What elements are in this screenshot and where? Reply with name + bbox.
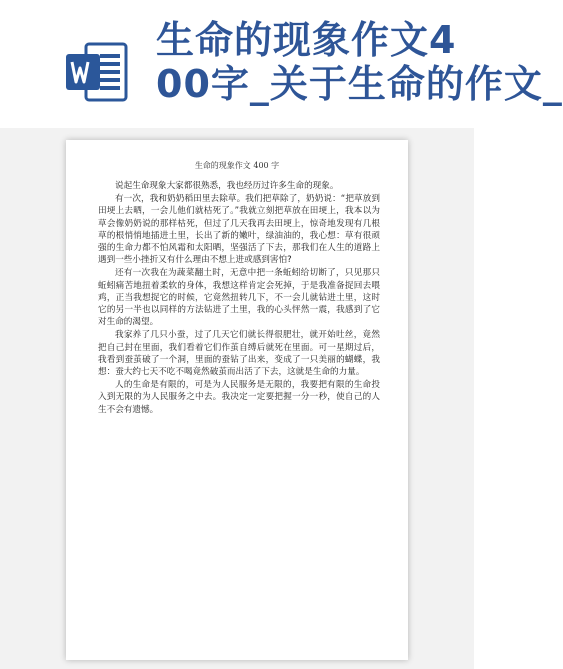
title-line-2: 00字_关于生命的作文_ <box>156 62 563 106</box>
document-page[interactable] <box>66 140 408 660</box>
banner <box>0 0 563 128</box>
page-title <box>156 18 563 106</box>
word-document-icon <box>64 40 128 104</box>
paragraph: 还有一次我在为蔬菜翻土时，无意中把一条蚯蚓给切断了，只见那只蚯蚓痛苦地扭着柔软的身体，我想这样肯定会死掉，于是我准备捉回去喂鸡，正当我想捉它的时候，它竟然扭转几下，不一会儿就钻进土里，这时它的另一半也以同样的方法钻进了土里，我的心头怦然一震，我感到了它对生命的渴望。 <box>98 268 380 328</box>
document-body <box>98 180 380 417</box>
paragraph: 人的生命是有限的，可是为人民服务是无限的，我要把有限的生命投入到无限的为人民服务之中去。我决定一定要把握一分一秒，使自己的人生不会有遗憾。 <box>98 380 380 415</box>
paragraph: 我家养了几只小蚕，过了几天它们就长得很肥壮，就开始吐丝，竟然把自己封在里面，我们看着它们作茧自缚后就死在里面。可一星期过后，我看到蚕茧破了一个洞，里面的蚕钻了出来，变成了一只美丽的蝴蝶，我想：蚕大约七天不吃不喝竟然破茧而出活了下去，这就是生命的力量。 <box>98 330 380 378</box>
paragraph: 说起生命现象大家都很熟悉，我也经历过许多生命的现象。 <box>115 181 339 191</box>
title-line-1: 生命的现象作文4 <box>156 18 457 62</box>
document-title: 生命的现象作文 400 字 <box>194 161 280 170</box>
paragraph: 有一次，我和奶奶稻田里去除草。我们把草除了，奶奶说：“把草放到田埂上去晒，一会儿他们就枯死了。”我就立刻把草放在田埂上，我本以为草会像奶奶说的那样枯死，但过了几天我再去田埂上，惊奇地发现有几根草的根悄悄地插进土里，长出了新的嫩叶，绿油油的，我心想：草有很顽强的生命力都不怕风霜和太阳晒，坚强活了下去，那我们在人生的道路上遇到一些小挫折又有什么理由不想上进或感到害怕? <box>98 194 380 266</box>
